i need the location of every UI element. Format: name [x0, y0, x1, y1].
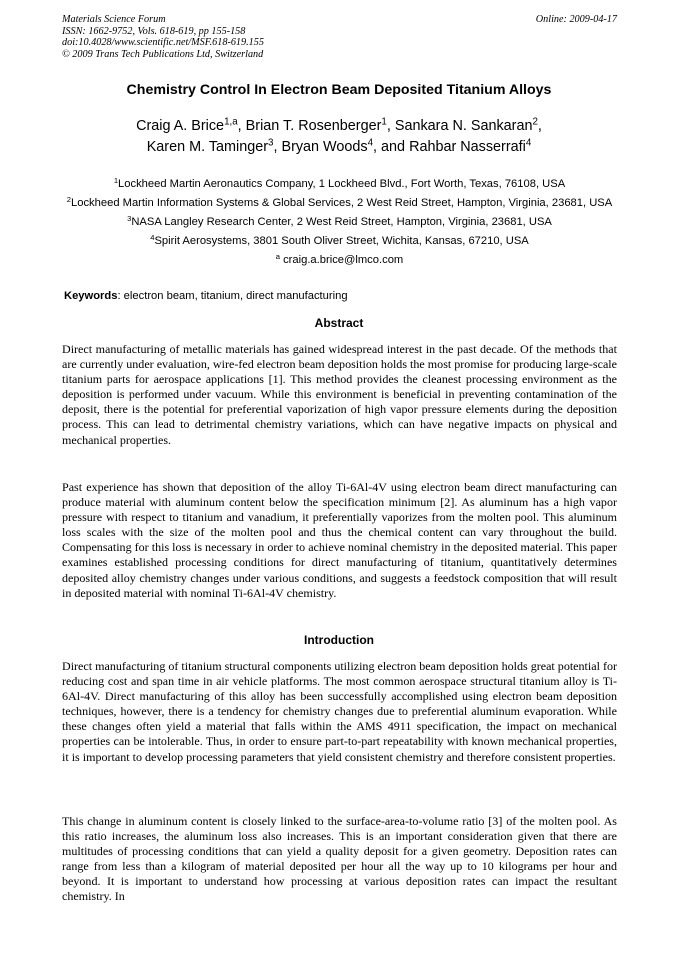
keywords: [64, 290, 348, 302]
introduction-heading: Introduction: [304, 633, 374, 647]
author-superscript: 4: [367, 137, 374, 149]
author-name: Rahbar Nasserrafi: [409, 139, 526, 155]
affiliation-superscript: 3: [127, 213, 132, 223]
journal-issn: ISSN: 1662-9752, Vols. 618-619, pp 155-158: [62, 25, 246, 37]
affiliation-superscript: 4: [150, 232, 155, 242]
affiliation-text: Lockheed Martin Information Systems & Global Services, 2 West Reid Street, Hampton, Virginia, 23681, USA: [71, 197, 613, 209]
paper-title: Chemistry Control In Electron Beam Deposited Titanium Alloys: [126, 82, 552, 98]
introduction-paragraph-1: Direct manufacturing of titanium structural components utilizing electron beam deposition holds great potential for reducing cost and span time in air vehicle platforms. The most common aerospace structural titanium alloy is Ti-6Al-4V. Direct manufacturing of this alloy has been successfully accomplished using electron beam deposition techniques, however, there is a tendency for chemistry changes due to preferential aluminum evaporation. While these changes often yield a material that falls within the AMS 4911 specification, the impact on mechanical properties can be intolerable. Thus, in order to ensure part-to-part repeatability with known mechanical properties, it is important to develop processing parameters that yield consistent chemistry and therefore consistent properties.: [62, 659, 618, 764]
abstract-paragraph-1: Direct manufacturing of metallic materials has gained widespread interest in the past decade. Of the methods that are currently under evaluation, wire-fed electron beam deposition holds the most promise for producing large-scale titanium parts for aerospace applications [1]. This method provides the cleanest processing environment as the deposition is performed under vacuum. While this environment is beneficial in preventing contamination of the deposit, there is the potential for preferential vaporization of high vapor pressure elements during the deposition process. This can lead to detrimental chemistry variations, which can have negative impacts on physical and mechanical properties.: [62, 342, 617, 447]
online-date: Online: 2009-04-17: [535, 14, 617, 25]
affiliation: [62, 177, 617, 192]
journal-name: Materials Science Forum: [62, 14, 166, 25]
affiliation-text: Spirit Aerosystems, 3801 South Oliver Street, Wichita, Kansas, 67210, USA: [154, 235, 529, 247]
email-superscript: a: [275, 251, 280, 261]
author-line-2: Karen M. Taminger$^3$, Bryan Woods$^4$, and Rahbar Nasserrafi$^4$: [146, 137, 532, 155]
author-superscript: 1,a: [224, 116, 238, 128]
author-line-1: Craig A. Brice$^{1,a}$, Brian T. Rosenberger$^1$, Sankara N. Sankaran$^2$,: [136, 116, 542, 134]
author-name: Sankara N. Sankaran: [394, 118, 533, 134]
abstract-heading: Abstract: [314, 316, 364, 330]
email-text: craig.a.brice@lmco.com: [283, 254, 404, 266]
affiliation: [62, 196, 617, 211]
author-superscript: 3: [268, 137, 274, 149]
journal-copyright: © 2009 Trans Tech Publications Ltd, Switzerland: [62, 48, 264, 60]
author-name: Craig A. Brice: [136, 118, 225, 134]
affiliation-text: Lockheed Martin Aeronautics Company, 1 Lockheed Blvd., Fort Worth, Texas, 76108, USA: [118, 178, 566, 190]
contact-email: [62, 253, 617, 268]
affiliation: [62, 234, 617, 249]
author-superscript: 1: [381, 116, 387, 128]
author-name: Bryan Woods: [281, 139, 368, 155]
keywords-text: : electron beam, titanium, direct manufacturing: [117, 290, 348, 302]
affiliation-list: [62, 177, 617, 272]
author-superscript: 2: [532, 116, 538, 128]
affiliation-text: NASA Langley Research Center, 2 West Reid Street, Hampton, Virginia, 23681, USA: [131, 216, 552, 228]
author-superscript: 4: [525, 137, 532, 149]
author-name: Karen M. Taminger: [146, 139, 269, 155]
journal-header: [62, 14, 617, 60]
affiliation-superscript: 1: [113, 175, 119, 185]
introduction-paragraph-2: This change in aluminum content is closely linked to the surface-area-to-volume ratio [3] of the molten pool. As this ratio increases, the aluminum loss also increases. This is an important consideration given that there are multitudes of processing conditions that can yield a quality deposit for a given geometry. Deposition rates can range from less than a kilogram of material deposited per hour all the way up to 10 kilograms per hour and beyond. It is important to understand how processing at various deposition rates can impact the resultant chemistry. In: [62, 814, 617, 904]
author-list: [40, 116, 638, 158]
author-name: Brian T. Rosenberger: [245, 118, 382, 134]
abstract-paragraph-2: Past experience has shown that deposition of the alloy Ti-6Al-4V using electron beam direct manufacturing can produce material with aluminum content below the specification minimum [2]. As aluminum has a high vapor pressure with respect to titanium and vanadium, it preferentially vaporizes from the molten pool. This aluminum loss scales with the size of the molten pool and thus the chemical content can vary throughout the build. Compensating for this loss is necessary in order to achieve nominal chemistry in the deposited material. This paper examines established processing conditions for direct manufacturing of titanium, quantitatively determines deposited alloy chemistry changes under various conditions, and suggests a feedstock composition that will result in deposited material with nominal Ti-6Al-4V chemistry.: [62, 480, 617, 600]
affiliation-superscript: 2: [66, 194, 72, 204]
affiliation: [62, 215, 617, 230]
journal-doi: doi:10.4028/www.scientific.net/MSF.618-619.155: [62, 37, 264, 48]
keywords-label: Keywords: [64, 290, 118, 302]
